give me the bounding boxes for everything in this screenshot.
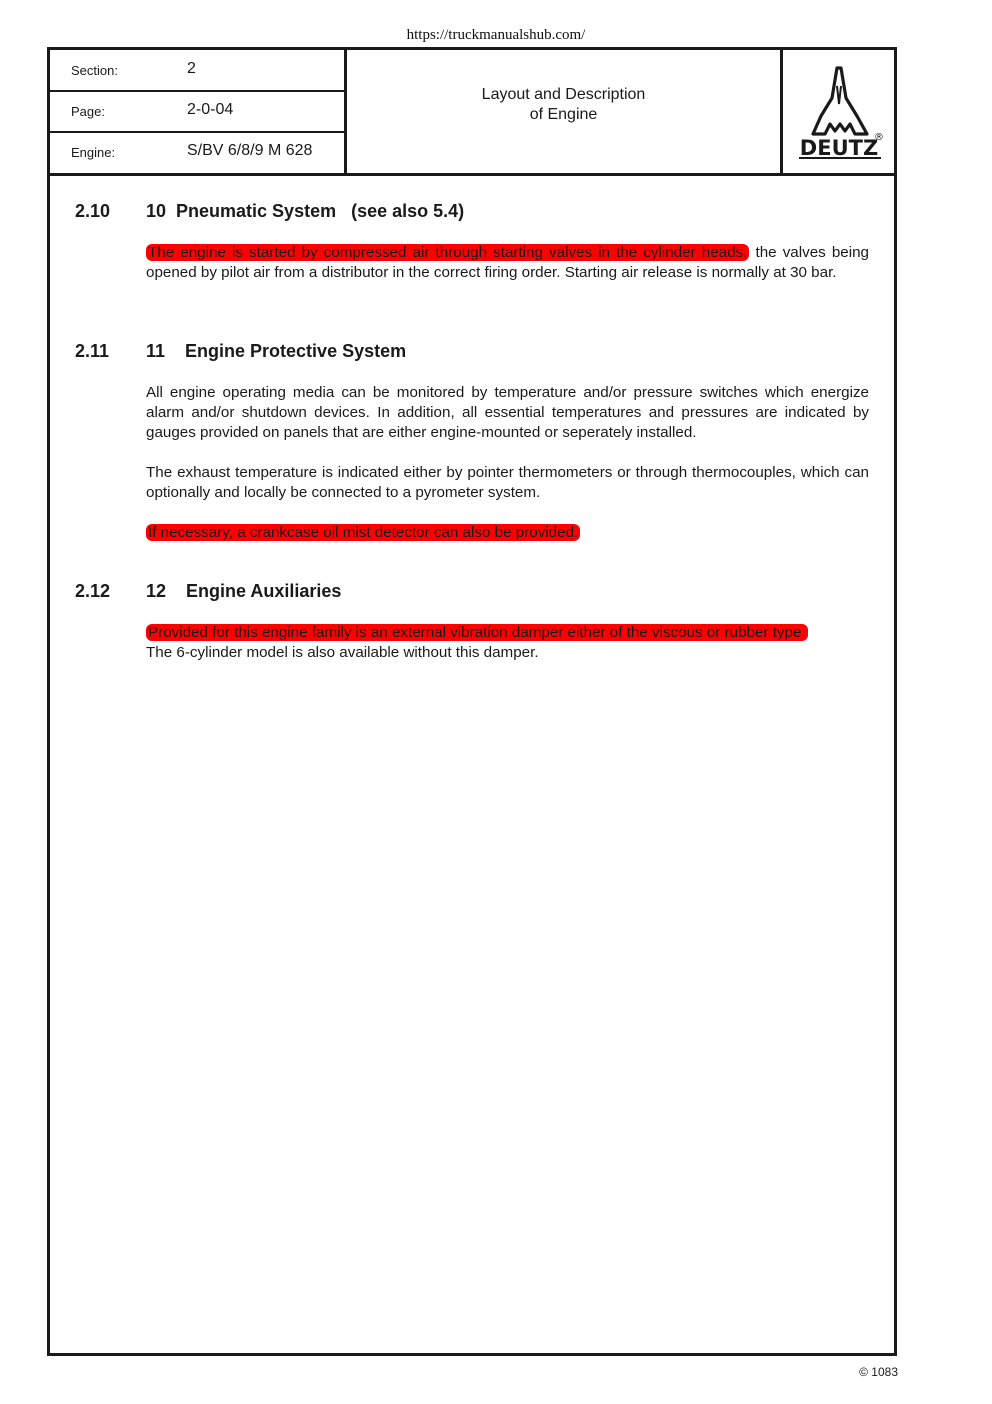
section-title: 12 Engine Auxiliaries: [146, 581, 342, 601]
page-frame: [47, 47, 897, 1356]
meta-row-section: [50, 50, 344, 92]
page-value: 2-0-04: [187, 101, 234, 118]
copyright: © 1083: [859, 1365, 898, 1379]
source-url: https://truckmanualshub.com/: [406, 27, 586, 43]
engine-label: Engine:: [71, 145, 116, 160]
title-line-1: Layout and Description: [481, 86, 646, 103]
highlighted-text: If necessary, a crankcase oil mist detector can also be provided.: [148, 524, 579, 541]
section-number: 2.10: [75, 201, 111, 221]
section-title: 11 Engine Protective System: [146, 341, 407, 361]
deutz-logo: [783, 50, 894, 173]
engine-value: S/BV 6/8/9 M 628: [187, 142, 313, 159]
deutz-logo-icon: [791, 64, 889, 162]
section-number: 2.11: [75, 341, 110, 361]
page-header: [50, 50, 894, 176]
section-label: Section:: [71, 63, 118, 78]
meta-table: [50, 50, 347, 173]
registered-mark: ®: [874, 132, 884, 143]
section-value: 2: [187, 60, 196, 77]
paragraph: The exhaust temperature is indicated either by pointer thermometers or through thermocouples, which can optionally and locally be connected to a pyrometer system.: [146, 464, 869, 501]
paragraph-text: The 6-cylinder model is also available without this damper.: [146, 644, 539, 661]
paragraph: [146, 523, 869, 543]
section-title: 10 Pneumatic System (see also 5.4): [146, 201, 465, 221]
highlighted-text: The engine is started by compressed air through starting valves in the cylinder heads,: [148, 244, 748, 261]
page-label: Page:: [71, 104, 105, 119]
meta-row-engine: [50, 132, 344, 172]
paragraph: [146, 243, 869, 283]
title-line-2: of Engine: [529, 106, 598, 123]
paragraph-text: the valves being opened by pilot air from a distributor in the correct firing order. Starting air release is normally at 30 bar.: [146, 244, 870, 281]
paragraph: [146, 623, 869, 663]
logo-wordmark: DEUTZ: [799, 136, 879, 160]
meta-row-page: [50, 91, 344, 133]
highlighted-text: Provided for this engine family is an external vibration damper either of the viscous or rubber type.: [148, 624, 806, 641]
paragraph: All engine operating media can be monitored by temperature and/or pressure switches which energize alarm and/or shutdown devices. In addition, all essential temperatures and pressures are indicated by gauges provided on panels that are either engine-mounted or seperately installed.: [146, 384, 869, 441]
section-number: 2.12: [75, 581, 111, 601]
document-title: [347, 50, 783, 173]
